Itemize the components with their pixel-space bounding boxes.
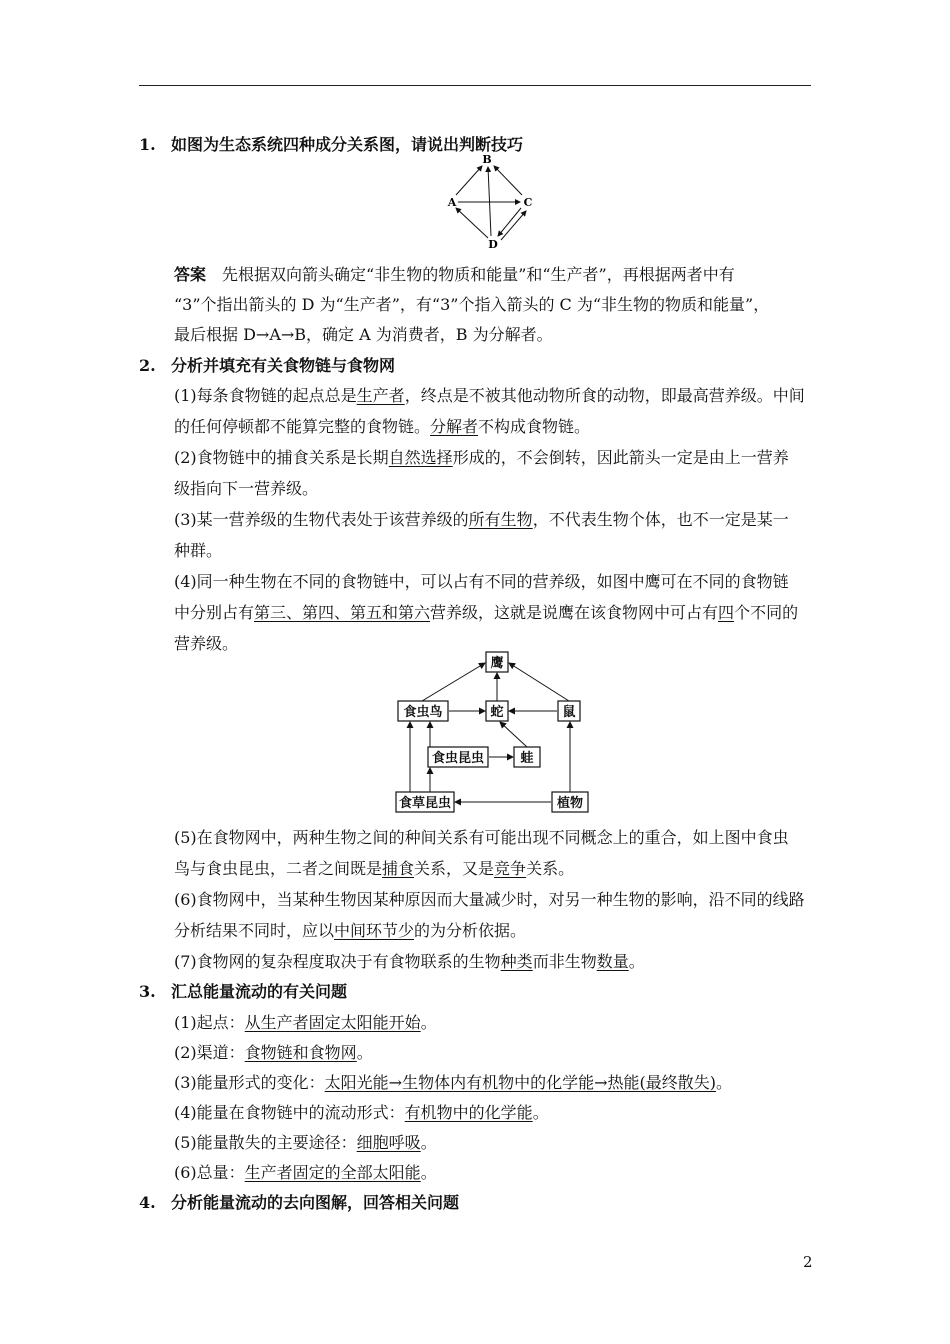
q4-title: 分析能量流动的去向图解，回答相关问题	[171, 1193, 460, 1212]
q2-p1-line2: 的任何停顿都不能算完整的食物链。分解者不构成食物链。	[174, 417, 591, 436]
q4-heading: 4. 分析能量流动的去向图解，回答相关问题	[139, 1193, 460, 1212]
q1-title: 如图为生态系统四种成分关系图，请说出判断技巧	[171, 135, 524, 154]
food-web-diagram	[392, 646, 592, 816]
blank-natural-selection: 自然选择	[388, 448, 453, 467]
svg-text:鹰: 鹰	[490, 656, 504, 671]
node-c: C	[523, 196, 533, 209]
ecosystem-diagram	[438, 152, 538, 252]
q1-heading: 1. 如图为生态系统四种成分关系图，请说出判断技巧	[139, 135, 524, 154]
q3-item: (3)能量形式的变化：太阳光能→生物体内有机物中的化学能→热能(最终散失)。	[174, 1073, 732, 1092]
q2-p5-line2: 鸟与食虫昆虫，二者之间既是捕食关系，又是竞争关系。	[174, 859, 575, 878]
arrow-d-c	[501, 211, 526, 240]
q3-item: (1)起点：从生产者固定太阳能开始。	[174, 1013, 437, 1032]
blank-decomposer: 分解者	[430, 417, 479, 436]
q2-title: 分析并填充有关食物链与食物网	[171, 356, 396, 375]
blank-quantity: 数量	[596, 952, 629, 971]
q2-p4-line3: 营养级。	[174, 634, 239, 653]
svg-text:蛙: 蛙	[520, 751, 534, 766]
svg-text:植物: 植物	[556, 796, 584, 811]
blank-producer: 生产者	[356, 386, 405, 405]
q2-p3-line1: (3)某一营养级的生物代表处于该营养级的所有生物，不代表生物个体，也不一定是某一	[174, 510, 789, 529]
q1-answer-line-2: “3”个指出箭头的 D 为“生产者”，有“3”个指入箭头的 C 为“非生物的物质和能量”，	[174, 295, 770, 314]
q2-p6-line1: (6)食物网中，当某种生物因某种原因而大量减少时，对另一种生物的影响，沿不同的线路	[174, 890, 805, 909]
svg-text:食虫鸟: 食虫鸟	[403, 705, 443, 720]
svg-text:食虫昆虫: 食虫昆虫	[431, 751, 485, 766]
blank-all-organisms: 所有生物	[468, 510, 533, 529]
arrow-c-b	[494, 166, 522, 195]
q2-p2-line1: (2)食物链中的捕食关系是长期自然选择形成的，不会倒转，因此箭头一定是由上一营养	[174, 448, 789, 467]
q3-item: (2)渠道：食物链和食物网。	[174, 1043, 373, 1062]
q2-p3-line2: 种群。	[174, 541, 223, 560]
q2-heading: 2. 分析并填充有关食物链与食物网	[139, 356, 396, 375]
blank-competition: 竞争	[494, 859, 527, 878]
header-rule	[139, 85, 811, 86]
q1-answer-line-1: 答案 先根据双向箭头确定“非生物的物质和能量”和“生产者”，再根据两者中有	[174, 265, 735, 284]
blank-fewer-links: 中间环节少	[334, 921, 415, 940]
q2-p5-line1: (5)在食物网中，两种生物之间的种间关系有可能出现不同概念上的重合，如上图中食虫	[174, 828, 789, 847]
page-number: 2	[803, 1253, 813, 1271]
answer-label: 答案	[174, 265, 207, 284]
svg-text:食草昆虫: 食草昆虫	[398, 796, 452, 811]
q2-p6-line2: 分析结果不同时，应以中间环节少的为分析依据。	[174, 921, 527, 940]
q2-p7-line1: (7)食物网的复杂程度取决于有食物联系的生物种类而非生物数量。	[174, 952, 645, 971]
q2-p2-line2: 级指向下一营养级。	[174, 479, 319, 498]
arrow-d-a	[456, 208, 488, 238]
arrow-c-d	[498, 208, 521, 236]
q2-p1-line1: (1)每条食物链的起点总是生产者，终点是不被其他动物所食的动物，即最高营养级。中间	[174, 386, 805, 405]
svg-text:鼠: 鼠	[562, 705, 576, 720]
blank-trophic-levels: 第三、第四、第五和第六	[254, 603, 431, 622]
node-a: A	[447, 196, 457, 209]
q3-title: 汇总能量流动的有关问题	[171, 982, 348, 1001]
q3-heading: 3. 汇总能量流动的有关问题	[139, 982, 348, 1001]
q1-answer-line-3: 最后根据 D→A→B，确定 A 为消费者，B 为分解者。	[174, 325, 553, 344]
arrow-a-b	[456, 166, 482, 195]
q3-item: (4)能量在食物链中的流动形式：有机物中的化学能。	[174, 1103, 549, 1122]
svg-text:蛇: 蛇	[490, 705, 504, 720]
edge-mouse-eagle	[509, 663, 569, 701]
blank-predation: 捕食	[382, 859, 415, 878]
q3-item: (5)能量散失的主要途径：细胞呼吸。	[174, 1133, 437, 1152]
node-b: B	[482, 153, 492, 166]
q2-p4-line2: 中分别占有第三、第四、第五和第六营养级，这就是说鹰在该食物网中可占有四个不同的	[174, 603, 799, 622]
blank-species: 种类	[500, 952, 533, 971]
blank-four: 四	[718, 603, 735, 622]
node-d: D	[488, 238, 498, 251]
q3-item: (6)总量：生产者固定的全部太阳能。	[174, 1163, 437, 1182]
q2-p4-line1: (4)同一种生物在不同的食物链中，可以占有不同的营养级，如图中鹰可在不同的食物链	[174, 572, 789, 591]
edge-bird-eagle	[422, 663, 485, 701]
edge-frog-snake	[500, 722, 527, 747]
